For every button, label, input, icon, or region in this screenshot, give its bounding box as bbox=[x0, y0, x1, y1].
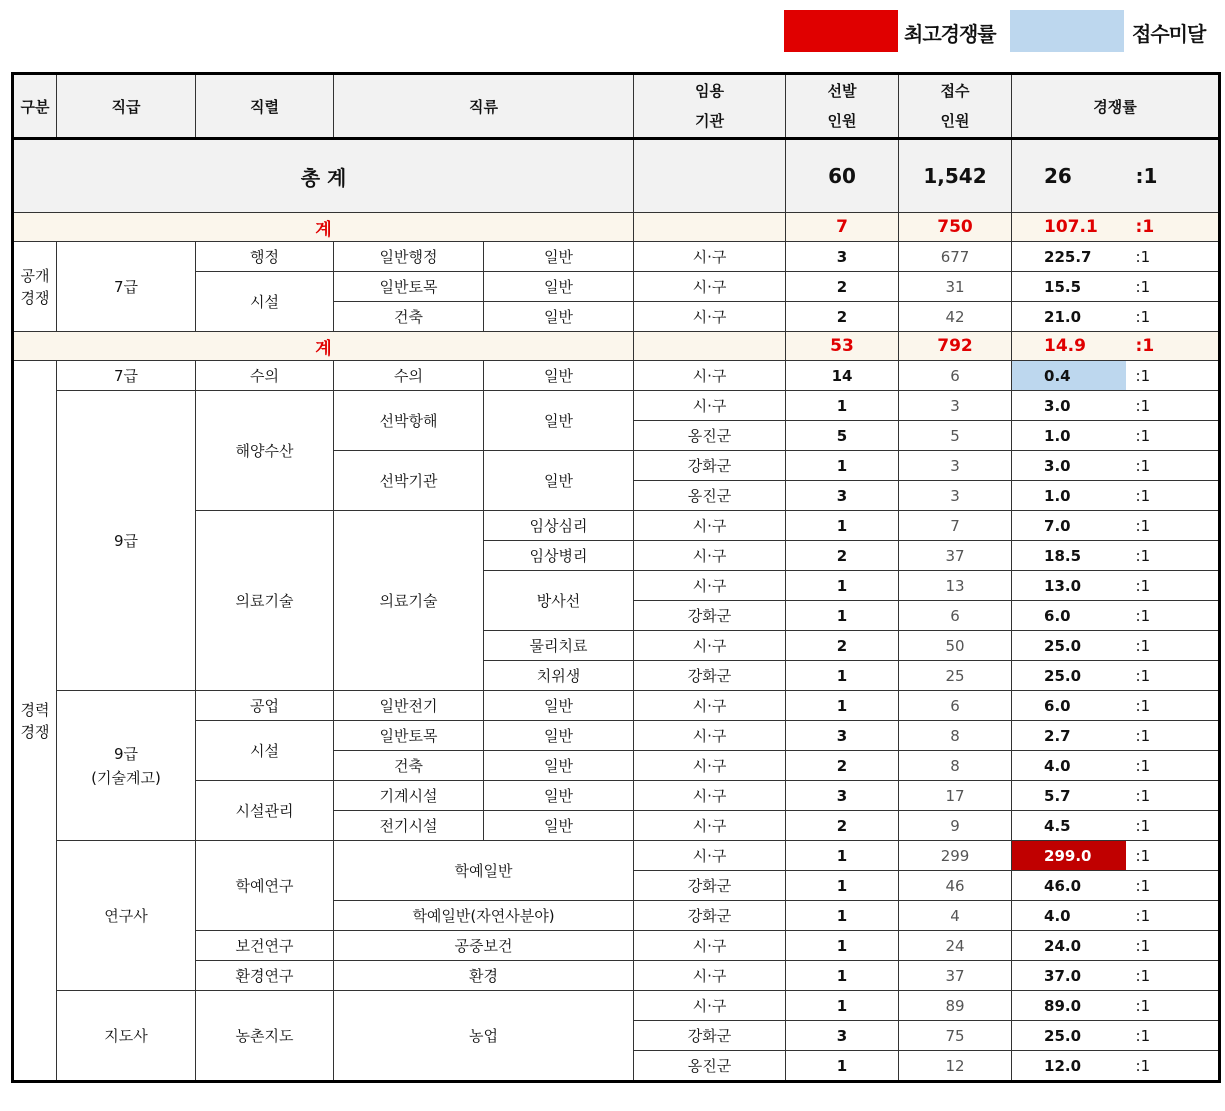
applied-cell: 75 bbox=[899, 1021, 1012, 1051]
selected-cell: 1 bbox=[786, 661, 899, 691]
header-applied: 접수 인원 bbox=[899, 74, 1012, 139]
agency-cell: 시·구 bbox=[634, 361, 786, 391]
grade-cell: 지도사 bbox=[57, 991, 196, 1082]
category-cell: 의료기술 bbox=[334, 511, 484, 691]
subcategory-cell: 치위생 bbox=[484, 661, 634, 691]
selected-cell: 14 bbox=[786, 361, 899, 391]
agency-cell: 시·구 bbox=[634, 721, 786, 751]
ratio-colon: :1 bbox=[1126, 451, 1220, 481]
selected-cell: 3 bbox=[786, 1021, 899, 1051]
selected-cell: 3 bbox=[786, 781, 899, 811]
grand-total-applied: 1,542 bbox=[899, 139, 1012, 213]
subcategory-cell: 일반 bbox=[484, 391, 634, 451]
applied-cell: 12 bbox=[899, 1051, 1012, 1082]
category-cell: 기계시설 bbox=[334, 781, 484, 811]
header-grade: 직급 bbox=[57, 74, 196, 139]
selected-cell: 1 bbox=[786, 391, 899, 421]
ratio-colon: :1 bbox=[1126, 302, 1220, 332]
grade-cell: 9급 (기술계고) bbox=[57, 691, 196, 841]
agency-cell: 시·구 bbox=[634, 781, 786, 811]
ratio-colon: :1 bbox=[1126, 661, 1220, 691]
career-subtotal-applied: 792 bbox=[899, 332, 1012, 361]
legend bbox=[0, 10, 1225, 52]
selected-cell: 5 bbox=[786, 421, 899, 451]
ratio-cell: 25.0 bbox=[1012, 631, 1126, 661]
ratio-cell: 7.0 bbox=[1012, 511, 1126, 541]
agency-cell: 강화군 bbox=[634, 901, 786, 931]
subcategory-cell: 일반 bbox=[484, 721, 634, 751]
max-ratio-swatch bbox=[784, 10, 898, 52]
agency-cell: 강화군 bbox=[634, 601, 786, 631]
category-cell: 환경 bbox=[334, 961, 634, 991]
selected-cell: 1 bbox=[786, 871, 899, 901]
ratio-colon: :1 bbox=[1126, 361, 1220, 391]
agency-cell: 시·구 bbox=[634, 631, 786, 661]
header-div: 구분 bbox=[13, 74, 57, 139]
open-subtotal-applied: 750 bbox=[899, 213, 1012, 242]
applied-cell: 25 bbox=[899, 661, 1012, 691]
applied-cell: 50 bbox=[899, 631, 1012, 661]
ratio-colon: :1 bbox=[1126, 901, 1220, 931]
ratio-colon: :1 bbox=[1126, 571, 1220, 601]
ratio-cell: 2.7 bbox=[1012, 721, 1126, 751]
grade-cell: 9급 bbox=[57, 391, 196, 691]
subcategory-cell: 일반 bbox=[484, 691, 634, 721]
selected-cell: 2 bbox=[786, 631, 899, 661]
agency-cell: 시·구 bbox=[634, 391, 786, 421]
applied-cell: 42 bbox=[899, 302, 1012, 332]
category-cell: 일반전기 bbox=[334, 691, 484, 721]
category-cell: 농업 bbox=[334, 991, 634, 1082]
selected-cell: 3 bbox=[786, 242, 899, 272]
ratio-colon: :1 bbox=[1126, 541, 1220, 571]
agency-cell: 옹진군 bbox=[634, 421, 786, 451]
header-category: 직류 bbox=[334, 74, 634, 139]
category-cell: 일반토목 bbox=[334, 721, 484, 751]
ratio-cell: 6.0 bbox=[1012, 691, 1126, 721]
selected-cell: 2 bbox=[786, 302, 899, 332]
grand-total-colon: :1 bbox=[1126, 139, 1220, 213]
competition-table bbox=[11, 72, 1221, 1083]
open-subtotal-colon: :1 bbox=[1126, 213, 1220, 242]
subcategory-cell: 일반 bbox=[484, 451, 634, 511]
applied-cell: 677 bbox=[899, 242, 1012, 272]
applied-cell: 13 bbox=[899, 571, 1012, 601]
selected-cell: 1 bbox=[786, 991, 899, 1021]
agency-cell: 시·구 bbox=[634, 242, 786, 272]
applied-cell: 3 bbox=[899, 391, 1012, 421]
applied-cell: 6 bbox=[899, 361, 1012, 391]
series-cell: 공업 bbox=[196, 691, 334, 721]
open-label: 공개 경쟁 bbox=[13, 242, 57, 332]
ratio-cell: 6.0 bbox=[1012, 601, 1126, 631]
grand-total-label: 총 계 bbox=[13, 139, 634, 213]
ratio-cell: 15.5 bbox=[1012, 272, 1126, 302]
ratio-colon: :1 bbox=[1126, 511, 1220, 541]
applied-cell: 8 bbox=[899, 751, 1012, 781]
subcategory-cell: 물리치료 bbox=[484, 631, 634, 661]
ratio-cell: 25.0 bbox=[1012, 1021, 1126, 1051]
category-cell: 학예일반(자연사분야) bbox=[334, 901, 634, 931]
career-subtotal-colon: :1 bbox=[1126, 332, 1220, 361]
open-subtotal-ratio: 107.1 bbox=[1012, 213, 1126, 242]
agency-cell: 옹진군 bbox=[634, 1051, 786, 1082]
selected-cell: 1 bbox=[786, 511, 899, 541]
ratio-cell: 13.0 bbox=[1012, 571, 1126, 601]
ratio-colon: :1 bbox=[1126, 481, 1220, 511]
applied-cell: 31 bbox=[899, 272, 1012, 302]
grand-total-row bbox=[13, 139, 1220, 213]
ratio-colon: :1 bbox=[1126, 601, 1220, 631]
agency-cell: 시·구 bbox=[634, 841, 786, 871]
applied-cell: 4 bbox=[899, 901, 1012, 931]
applied-cell: 9 bbox=[899, 811, 1012, 841]
ratio-cell: 25.0 bbox=[1012, 661, 1126, 691]
grade-cell: 연구사 bbox=[57, 841, 196, 991]
ratio-cell: 46.0 bbox=[1012, 871, 1126, 901]
ratio-colon: :1 bbox=[1126, 391, 1220, 421]
ratio-cell: 4.5 bbox=[1012, 811, 1126, 841]
ratio-cell: 1.0 bbox=[1012, 481, 1126, 511]
selected-cell: 2 bbox=[786, 751, 899, 781]
series-cell: 농촌지도 bbox=[196, 991, 334, 1082]
ratio-cell: 37.0 bbox=[1012, 961, 1126, 991]
ratio-colon: :1 bbox=[1126, 781, 1220, 811]
subcategory-cell: 일반 bbox=[484, 242, 634, 272]
series-cell: 시설 bbox=[196, 272, 334, 332]
ratio-cell: 5.7 bbox=[1012, 781, 1126, 811]
selected-cell: 2 bbox=[786, 811, 899, 841]
ratio-cell: 299.0 bbox=[1012, 841, 1126, 871]
series-cell: 시설 bbox=[196, 721, 334, 781]
ratio-cell: 3.0 bbox=[1012, 451, 1126, 481]
selected-cell: 1 bbox=[786, 451, 899, 481]
ratio-colon: :1 bbox=[1126, 841, 1220, 871]
grand-total-selected: 60 bbox=[786, 139, 899, 213]
series-cell: 환경연구 bbox=[196, 961, 334, 991]
agency-cell: 시·구 bbox=[634, 272, 786, 302]
ratio-cell: 0.4 bbox=[1012, 361, 1126, 391]
agency-cell: 시·구 bbox=[634, 691, 786, 721]
selected-cell: 1 bbox=[786, 961, 899, 991]
under-label: 접수미달 bbox=[1132, 22, 1206, 46]
category-cell: 공중보건 bbox=[334, 931, 634, 961]
header-ratio: 경쟁률 bbox=[1012, 74, 1220, 139]
subcategory-cell: 임상심리 bbox=[484, 511, 634, 541]
table-row bbox=[13, 691, 1220, 721]
applied-cell: 6 bbox=[899, 691, 1012, 721]
series-cell: 의료기술 bbox=[196, 511, 334, 691]
table-row bbox=[13, 242, 1220, 272]
category-cell: 건축 bbox=[334, 302, 484, 332]
agency-cell: 시·구 bbox=[634, 541, 786, 571]
selected-cell: 1 bbox=[786, 1051, 899, 1082]
career-subtotal-label: 계 bbox=[13, 332, 634, 361]
series-cell: 해양수산 bbox=[196, 391, 334, 511]
agency-cell: 강화군 bbox=[634, 871, 786, 901]
ratio-colon: :1 bbox=[1126, 721, 1220, 751]
selected-cell: 1 bbox=[786, 691, 899, 721]
ratio-colon: :1 bbox=[1126, 811, 1220, 841]
ratio-cell: 24.0 bbox=[1012, 931, 1126, 961]
applied-cell: 17 bbox=[899, 781, 1012, 811]
ratio-cell: 225.7 bbox=[1012, 242, 1126, 272]
table-row bbox=[13, 361, 1220, 391]
career-label: 경력 경쟁 bbox=[13, 361, 57, 1082]
selected-cell: 1 bbox=[786, 901, 899, 931]
selected-cell: 1 bbox=[786, 931, 899, 961]
subcategory-cell: 일반 bbox=[484, 361, 634, 391]
ratio-colon: :1 bbox=[1126, 871, 1220, 901]
table-row bbox=[13, 841, 1220, 871]
ratio-colon: :1 bbox=[1126, 421, 1220, 451]
ratio-cell: 21.0 bbox=[1012, 302, 1126, 332]
open-subtotal-selected: 7 bbox=[786, 213, 899, 242]
agency-cell: 시·구 bbox=[634, 931, 786, 961]
selected-cell: 3 bbox=[786, 721, 899, 751]
agency-cell: 강화군 bbox=[634, 451, 786, 481]
ratio-cell: 3.0 bbox=[1012, 391, 1126, 421]
open-subtotal-label: 계 bbox=[13, 213, 634, 242]
ratio-colon: :1 bbox=[1126, 931, 1220, 961]
applied-cell: 37 bbox=[899, 961, 1012, 991]
category-cell: 일반행정 bbox=[334, 242, 484, 272]
grade-cell: 7급 bbox=[57, 361, 196, 391]
category-cell: 전기시설 bbox=[334, 811, 484, 841]
header-row bbox=[13, 74, 1220, 139]
applied-cell: 3 bbox=[899, 481, 1012, 511]
ratio-cell: 18.5 bbox=[1012, 541, 1126, 571]
career-subtotal-selected: 53 bbox=[786, 332, 899, 361]
ratio-cell: 4.0 bbox=[1012, 751, 1126, 781]
applied-cell: 24 bbox=[899, 931, 1012, 961]
agency-cell: 시·구 bbox=[634, 571, 786, 601]
career-subtotal-row bbox=[13, 332, 1220, 361]
category-cell: 수의 bbox=[334, 361, 484, 391]
subcategory-cell: 일반 bbox=[484, 811, 634, 841]
header-selected: 선발 인원 bbox=[786, 74, 899, 139]
selected-cell: 3 bbox=[786, 481, 899, 511]
subcategory-cell: 일반 bbox=[484, 781, 634, 811]
series-cell: 행정 bbox=[196, 242, 334, 272]
selected-cell: 1 bbox=[786, 571, 899, 601]
open-subtotal-row bbox=[13, 213, 1220, 242]
applied-cell: 299 bbox=[899, 841, 1012, 871]
grand-total-ratio: 26 bbox=[1012, 139, 1126, 213]
ratio-cell: 89.0 bbox=[1012, 991, 1126, 1021]
applied-cell: 46 bbox=[899, 871, 1012, 901]
subcategory-cell: 방사선 bbox=[484, 571, 634, 631]
applied-cell: 6 bbox=[899, 601, 1012, 631]
series-cell: 수의 bbox=[196, 361, 334, 391]
ratio-colon: :1 bbox=[1126, 961, 1220, 991]
ratio-colon: :1 bbox=[1126, 691, 1220, 721]
header-agency: 임용 기관 bbox=[634, 74, 786, 139]
agency-cell: 시·구 bbox=[634, 511, 786, 541]
subcategory-cell: 일반 bbox=[484, 302, 634, 332]
ratio-cell: 1.0 bbox=[1012, 421, 1126, 451]
applied-cell: 7 bbox=[899, 511, 1012, 541]
under-swatch bbox=[1010, 10, 1124, 52]
category-cell: 선박항해 bbox=[334, 391, 484, 451]
applied-cell: 5 bbox=[899, 421, 1012, 451]
subcategory-cell: 일반 bbox=[484, 751, 634, 781]
agency-cell: 강화군 bbox=[634, 1021, 786, 1051]
header-series: 직렬 bbox=[196, 74, 334, 139]
applied-cell: 89 bbox=[899, 991, 1012, 1021]
open-subtotal-agency bbox=[634, 213, 786, 242]
selected-cell: 1 bbox=[786, 601, 899, 631]
open-grade: 7급 bbox=[57, 242, 196, 332]
subcategory-cell: 일반 bbox=[484, 272, 634, 302]
ratio-colon: :1 bbox=[1126, 1051, 1220, 1082]
ratio-colon: :1 bbox=[1126, 991, 1220, 1021]
agency-cell: 시·구 bbox=[634, 302, 786, 332]
applied-cell: 3 bbox=[899, 451, 1012, 481]
category-cell: 일반토목 bbox=[334, 272, 484, 302]
category-cell: 선박기관 bbox=[334, 451, 484, 511]
category-cell: 건축 bbox=[334, 751, 484, 781]
ratio-colon: :1 bbox=[1126, 242, 1220, 272]
ratio-cell: 12.0 bbox=[1012, 1051, 1126, 1082]
ratio-colon: :1 bbox=[1126, 1021, 1220, 1051]
agency-cell: 옹진군 bbox=[634, 481, 786, 511]
agency-cell: 시·구 bbox=[634, 751, 786, 781]
subcategory-cell: 임상병리 bbox=[484, 541, 634, 571]
max-ratio-label: 최고경쟁률 bbox=[904, 22, 996, 46]
ratio-colon: :1 bbox=[1126, 751, 1220, 781]
agency-cell: 시·구 bbox=[634, 811, 786, 841]
selected-cell: 1 bbox=[786, 841, 899, 871]
ratio-cell: 4.0 bbox=[1012, 901, 1126, 931]
applied-cell: 8 bbox=[899, 721, 1012, 751]
career-subtotal-agency bbox=[634, 332, 786, 361]
agency-cell: 강화군 bbox=[634, 661, 786, 691]
series-cell: 보건연구 bbox=[196, 931, 334, 961]
table-row bbox=[13, 991, 1220, 1021]
category-cell: 학예일반 bbox=[334, 841, 634, 901]
ratio-colon: :1 bbox=[1126, 272, 1220, 302]
agency-cell: 시·구 bbox=[634, 961, 786, 991]
selected-cell: 2 bbox=[786, 272, 899, 302]
career-subtotal-ratio: 14.9 bbox=[1012, 332, 1126, 361]
agency-cell: 시·구 bbox=[634, 991, 786, 1021]
table-row bbox=[13, 391, 1220, 421]
ratio-colon: :1 bbox=[1126, 631, 1220, 661]
grand-total-agency bbox=[634, 139, 786, 213]
series-cell: 시설관리 bbox=[196, 781, 334, 841]
selected-cell: 2 bbox=[786, 541, 899, 571]
series-cell: 학예연구 bbox=[196, 841, 334, 931]
applied-cell: 37 bbox=[899, 541, 1012, 571]
